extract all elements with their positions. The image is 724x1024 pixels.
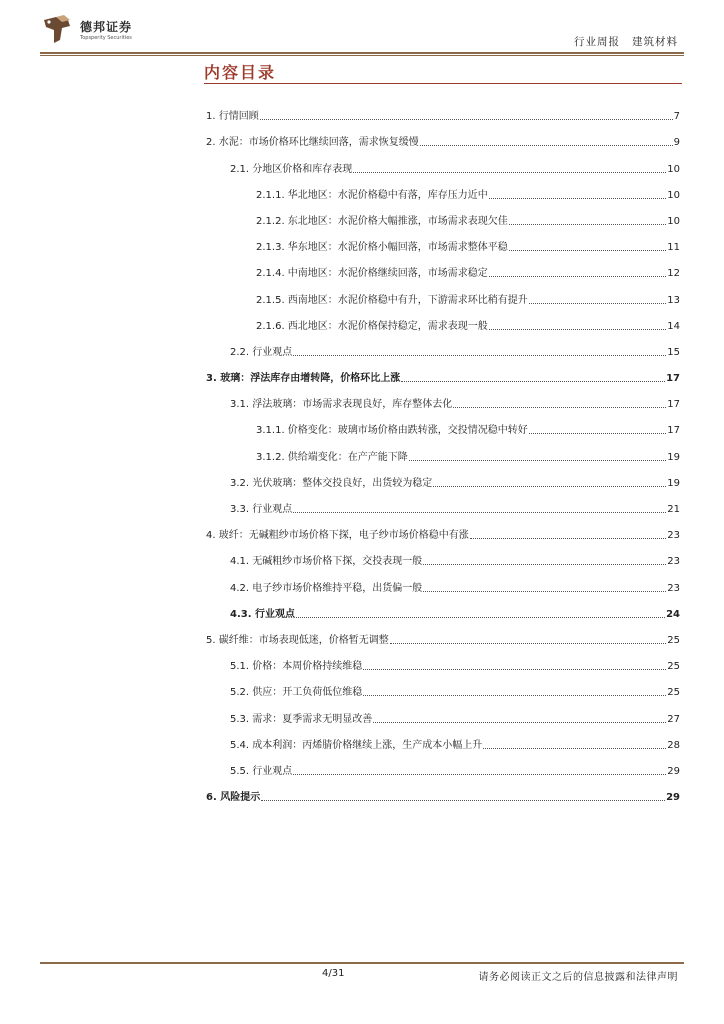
toc-entry[interactable] <box>204 726 680 752</box>
toc-entry-label: 2. 水泥：市场价格环比继续回落，需求恢复缓慢 <box>206 137 419 149</box>
toc-entry[interactable] <box>204 280 680 306</box>
toc-entry[interactable] <box>204 254 680 280</box>
toc-entry[interactable] <box>204 516 680 542</box>
toc-leader-dots <box>423 563 666 565</box>
toc-entry[interactable] <box>204 411 680 437</box>
toc-entry-label: 4.3. 行业观点 <box>230 608 295 620</box>
toc-entry-label: 4.1. 无碱粗纱市场价格下探，交投表现一般 <box>230 556 423 568</box>
toc-entry[interactable] <box>204 699 680 725</box>
logo-subtitle: Topsperity Securities <box>80 35 132 41</box>
toc-entry[interactable] <box>204 437 680 463</box>
toc-entry[interactable] <box>204 307 680 333</box>
toc-entry-page: 15 <box>667 346 680 358</box>
toc-entry-page: 19 <box>667 477 680 489</box>
toc-entry-label: 2.1.3. 华东地区：水泥价格小幅回落，市场需求整体平稳 <box>256 242 508 254</box>
toc-leader-dots <box>296 616 665 618</box>
toc-entry-label: 2.1.2. 东北地区：水泥价格大幅推涨，市场需求表现欠佳 <box>256 215 508 227</box>
toc-leader-dots <box>260 118 673 120</box>
toc-entry-label: 5.3. 需求：夏季需求无明显改善 <box>230 713 373 725</box>
toc-entry-page: 14 <box>667 320 680 332</box>
toc-entry[interactable] <box>204 490 680 516</box>
toc-entry-page: 25 <box>667 687 680 699</box>
page-number: 4/31 <box>322 968 345 979</box>
toc-entry-label: 3.2. 光伏玻璃：整体交投良好，出货较为稳定 <box>230 477 433 489</box>
toc-title: 内容目录 <box>204 63 277 82</box>
toc-leader-dots <box>470 537 667 539</box>
toc-entry[interactable] <box>204 359 680 385</box>
toc-leader-dots <box>509 223 666 225</box>
header-rule-thin <box>40 55 684 56</box>
toc-leader-dots <box>261 799 665 801</box>
toc-entry-page: 17 <box>667 425 680 437</box>
toc-entry[interactable] <box>204 333 680 359</box>
report-type: 行业周报 <box>574 36 620 48</box>
toc-entry[interactable] <box>204 568 680 594</box>
toc-entry[interactable] <box>204 621 680 647</box>
disclaimer-note: 请务必阅读正文之后的信息披露和法律声明 <box>478 972 678 983</box>
toc-leader-dots <box>489 328 666 330</box>
toc-entry-label: 5.5. 行业观点 <box>230 765 293 777</box>
toc-entry[interactable] <box>204 385 680 411</box>
toc-entry-page: 12 <box>667 268 680 280</box>
toc-entry-label: 5.2. 供应：开工负荷低位维稳 <box>230 687 363 699</box>
company-logo <box>40 14 160 48</box>
toc-entry-page: 25 <box>667 661 680 673</box>
toc-leader-dots <box>363 668 666 670</box>
toc-entry-page: 10 <box>667 189 680 201</box>
toc-entry-page: 29 <box>666 792 680 804</box>
toc-entry[interactable] <box>204 97 680 123</box>
toc-leader-dots <box>401 380 665 382</box>
toc-entry-page: 21 <box>667 504 680 515</box>
toc-entry-label: 2.2. 行业观点 <box>230 346 293 358</box>
header-rule <box>40 52 684 54</box>
toc-entry-label: 3.1. 浮法玻璃：市场需求表现良好，库存整体去化 <box>230 399 453 411</box>
toc-leader-dots <box>483 747 666 749</box>
toc-entry-page: 17 <box>667 399 680 411</box>
toc-entry-page: 23 <box>667 530 680 542</box>
toc-entry[interactable] <box>204 176 680 202</box>
toc-entry-label: 5.4. 成本利润：丙烯腈价格继续上涨，生产成本小幅上升 <box>230 739 483 751</box>
footer-rule <box>40 962 684 964</box>
toc-leader-dots <box>390 642 667 644</box>
table-of-contents <box>204 97 680 804</box>
toc-entry-page: 23 <box>667 582 680 594</box>
toc-entry-page: 29 <box>667 765 680 777</box>
toc-leader-dots <box>423 590 666 592</box>
toc-leader-dots <box>293 354 666 356</box>
toc-entry-label: 5. 碳纤维：市场表现低迷，价格暂无调整 <box>206 634 389 646</box>
toc-entry[interactable] <box>204 123 680 149</box>
toc-entry-page: 19 <box>667 451 680 463</box>
toc-leader-dots <box>509 249 666 251</box>
toc-entry-page: 7 <box>673 111 680 123</box>
toc-entry-label: 6. 风险提示 <box>206 792 261 804</box>
toc-entry[interactable] <box>204 228 680 254</box>
toc-entry-label: 3.1.1. 价格变化：玻璃市场价格由跌转涨，交投情况稳中转好 <box>256 425 528 437</box>
toc-entry-page: 13 <box>667 294 680 306</box>
toc-entry-page: 25 <box>667 634 680 646</box>
toc-entry-label: 3.1.2. 供给端变化：在产产能下降 <box>256 451 408 463</box>
toc-entry[interactable] <box>204 595 680 621</box>
toc-leader-dots <box>293 773 666 775</box>
toc-entry-page: 11 <box>667 242 680 254</box>
toc-leader-dots <box>363 694 666 696</box>
toc-entry-label: 3.3. 行业观点 <box>230 504 293 515</box>
logo-name: 德邦证券 <box>80 20 133 34</box>
toc-entry-page: 10 <box>667 215 680 227</box>
report-sector: 建筑材料 <box>632 36 678 48</box>
toc-entry[interactable] <box>204 647 680 673</box>
toc-entry[interactable] <box>204 149 680 175</box>
toc-entry-label: 4.2. 电子纱市场价格维持平稳，出货偏一般 <box>230 582 423 594</box>
toc-leader-dots <box>420 144 673 146</box>
toc-leader-dots <box>373 721 666 723</box>
company-logo-icon <box>40 14 74 46</box>
toc-title-underline <box>204 83 682 84</box>
toc-entry[interactable] <box>204 202 680 228</box>
toc-entry[interactable] <box>204 778 680 804</box>
toc-entry[interactable] <box>204 673 680 699</box>
toc-leader-dots <box>489 275 666 277</box>
toc-entry-label: 3. 玻璃：浮法库存由增转降，价格环比上涨 <box>206 373 401 385</box>
toc-entry[interactable] <box>204 464 680 490</box>
toc-entry-label: 2.1.6. 西北地区：水泥价格保持稳定，需求表现一般 <box>256 320 488 332</box>
toc-leader-dots <box>293 511 666 513</box>
toc-entry-page: 28 <box>667 739 680 751</box>
toc-entry-page: 23 <box>667 556 680 568</box>
toc-entry[interactable] <box>204 542 680 568</box>
toc-entry-label: 4. 玻纤：无碱粗纱市场价格下探，电子纱市场价格稳中有涨 <box>206 530 469 542</box>
toc-entry-page: 9 <box>673 137 680 149</box>
toc-entry-page: 10 <box>667 163 680 175</box>
toc-entry-label: 2.1.4. 中南地区：水泥价格继续回落，市场需求稳定 <box>256 268 488 280</box>
toc-entry-label: 2.1.5. 西南地区：水泥价格稳中有升，下游需求环比稍有提升 <box>256 294 528 306</box>
toc-entry-page: 17 <box>666 373 680 385</box>
toc-leader-dots <box>353 171 666 173</box>
toc-entry-page: 24 <box>666 608 680 620</box>
toc-entry-label: 2.1.1. 华北地区：水泥价格稳中有落，库存压力近中 <box>256 189 488 201</box>
toc-leader-dots <box>529 432 666 434</box>
toc-leader-dots <box>409 459 666 461</box>
report-category <box>574 34 678 49</box>
toc-entry-label: 5.1. 价格：本周价格持续维稳 <box>230 661 363 673</box>
toc-leader-dots <box>453 406 666 408</box>
toc-leader-dots <box>489 197 666 199</box>
toc-leader-dots <box>529 302 666 304</box>
toc-entry-label: 2.1. 分地区价格和库存表现 <box>230 163 353 175</box>
toc-leader-dots <box>433 485 666 487</box>
toc-entry[interactable] <box>204 752 680 778</box>
toc-entry-label: 1. 行情回顾 <box>206 111 259 123</box>
toc-entry-page: 27 <box>667 713 680 725</box>
